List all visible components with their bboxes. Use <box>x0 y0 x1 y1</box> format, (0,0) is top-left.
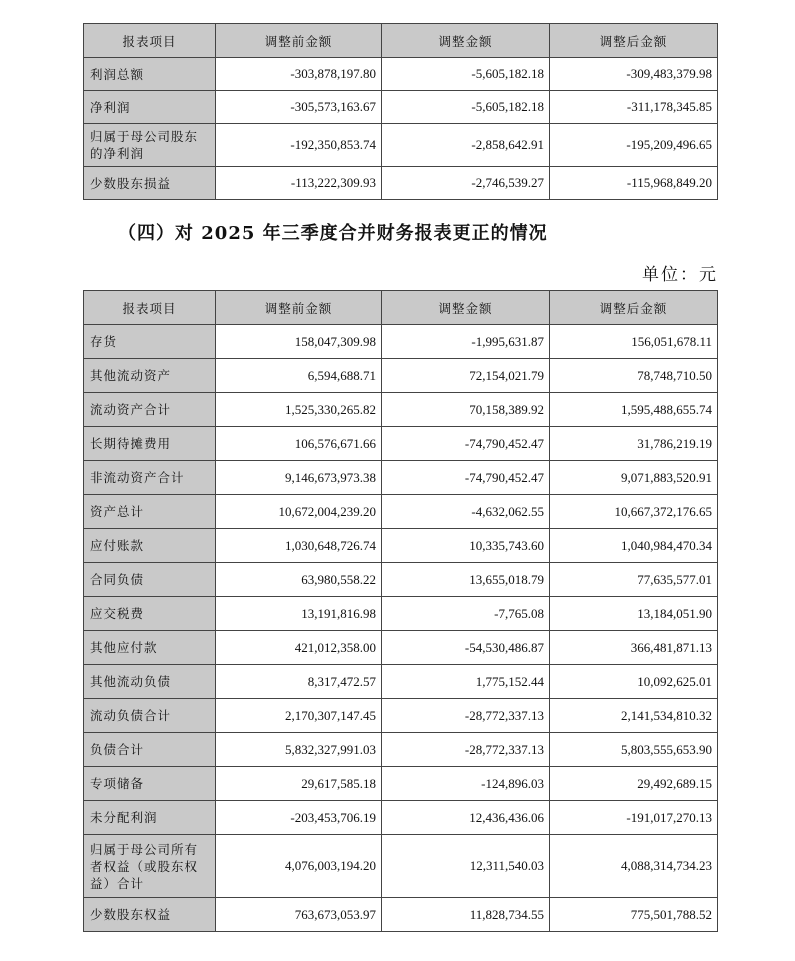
value-before: 6,594,688.71 <box>216 359 382 393</box>
value-before: 421,012,358.00 <box>216 631 382 665</box>
value-adjust: -54,530,486.87 <box>382 631 550 665</box>
value-before: 4,076,003,194.20 <box>216 835 382 898</box>
value-before: 2,170,307,147.45 <box>216 699 382 733</box>
table-row <box>84 597 718 631</box>
value-adjust: 1,775,152.44 <box>382 665 550 699</box>
row-label: 负债合计 <box>84 733 216 767</box>
value-after: 1,040,984,470.34 <box>550 529 718 563</box>
value-after: 4,088,314,734.23 <box>550 835 718 898</box>
table-row <box>84 167 718 200</box>
table-row <box>84 898 718 932</box>
value-after: 775,501,788.52 <box>550 898 718 932</box>
table-row <box>84 359 718 393</box>
table-row <box>84 325 718 359</box>
value-adjust: -28,772,337.13 <box>382 699 550 733</box>
value-adjust: -7,765.08 <box>382 597 550 631</box>
value-after: -195,209,496.65 <box>550 124 718 167</box>
row-label: 资产总计 <box>84 495 216 529</box>
value-after: 5,803,555,653.90 <box>550 733 718 767</box>
value-before: 10,672,004,239.20 <box>216 495 382 529</box>
table-row <box>84 835 718 898</box>
value-before: 158,047,309.98 <box>216 325 382 359</box>
value-adjust: -74,790,452.47 <box>382 427 550 461</box>
value-after: 13,184,051.90 <box>550 597 718 631</box>
value-adjust: 70,158,389.92 <box>382 393 550 427</box>
header-before: 调整前金额 <box>216 291 382 325</box>
value-before: -113,222,309.93 <box>216 167 382 200</box>
table-row <box>84 124 718 167</box>
row-label: 归属于母公司股东的净利润 <box>84 124 216 167</box>
value-adjust: 13,655,018.79 <box>382 563 550 597</box>
profit-adjustment-table <box>83 23 718 200</box>
row-label: 存货 <box>84 325 216 359</box>
value-after: -311,178,345.85 <box>550 91 718 124</box>
value-before: 1,030,648,726.74 <box>216 529 382 563</box>
table-row <box>84 393 718 427</box>
row-label: 未分配利润 <box>84 801 216 835</box>
table-row <box>84 733 718 767</box>
row-label: 流动负债合计 <box>84 699 216 733</box>
header-before: 调整前金额 <box>216 24 382 58</box>
value-before: -303,878,197.80 <box>216 58 382 91</box>
row-label: 合同负债 <box>84 563 216 597</box>
unit-label: 单位：元 <box>642 265 718 285</box>
header-item: 报表项目 <box>84 291 216 325</box>
value-after: 2,141,534,810.32 <box>550 699 718 733</box>
value-before: 5,832,327,991.03 <box>216 733 382 767</box>
value-adjust: 11,828,734.55 <box>382 898 550 932</box>
value-adjust: -4,632,062.55 <box>382 495 550 529</box>
value-after: 78,748,710.50 <box>550 359 718 393</box>
value-adjust: 12,436,436.06 <box>382 801 550 835</box>
value-after: 9,071,883,520.91 <box>550 461 718 495</box>
table-row <box>84 529 718 563</box>
value-adjust: 10,335,743.60 <box>382 529 550 563</box>
table-row <box>84 665 718 699</box>
row-label: 长期待摊费用 <box>84 427 216 461</box>
table-row <box>84 495 718 529</box>
value-before: 1,525,330,265.82 <box>216 393 382 427</box>
balance-adjustment-table <box>83 290 718 932</box>
section-heading: （四）对 2025 年三季度合并财务报表更正的情况 <box>118 223 548 244</box>
row-label: 其他应付款 <box>84 631 216 665</box>
value-adjust: 72,154,021.79 <box>382 359 550 393</box>
value-after: -309,483,379.98 <box>550 58 718 91</box>
table-header-row <box>84 24 718 58</box>
value-before: -203,453,706.19 <box>216 801 382 835</box>
value-before: 9,146,673,973.38 <box>216 461 382 495</box>
header-adjust: 调整金额 <box>382 24 550 58</box>
value-adjust: -5,605,182.18 <box>382 58 550 91</box>
value-adjust: 12,311,540.03 <box>382 835 550 898</box>
value-adjust: -1,995,631.87 <box>382 325 550 359</box>
table-row <box>84 461 718 495</box>
table-row <box>84 91 718 124</box>
value-after: 1,595,488,655.74 <box>550 393 718 427</box>
value-before: -192,350,853.74 <box>216 124 382 167</box>
table-header-row <box>84 291 718 325</box>
value-after: 10,092,625.01 <box>550 665 718 699</box>
table-row <box>84 801 718 835</box>
value-after: -115,968,849.20 <box>550 167 718 200</box>
value-adjust: -124,896.03 <box>382 767 550 801</box>
row-label: 净利润 <box>84 91 216 124</box>
row-label: 其他流动负债 <box>84 665 216 699</box>
value-adjust: -74,790,452.47 <box>382 461 550 495</box>
value-after: -191,017,270.13 <box>550 801 718 835</box>
row-label: 其他流动资产 <box>84 359 216 393</box>
value-adjust: -5,605,182.18 <box>382 91 550 124</box>
table-row <box>84 767 718 801</box>
value-before: 13,191,816.98 <box>216 597 382 631</box>
value-adjust: -2,746,539.27 <box>382 167 550 200</box>
table-row <box>84 699 718 733</box>
row-label: 少数股东权益 <box>84 898 216 932</box>
row-label: 非流动资产合计 <box>84 461 216 495</box>
header-after: 调整后金额 <box>550 24 718 58</box>
value-after: 366,481,871.13 <box>550 631 718 665</box>
value-before: 763,673,053.97 <box>216 898 382 932</box>
row-label: 流动资产合计 <box>84 393 216 427</box>
value-before: 8,317,472.57 <box>216 665 382 699</box>
row-label: 利润总额 <box>84 58 216 91</box>
row-label: 专项储备 <box>84 767 216 801</box>
value-before: 29,617,585.18 <box>216 767 382 801</box>
row-label: 少数股东损益 <box>84 167 216 200</box>
value-after: 10,667,372,176.65 <box>550 495 718 529</box>
value-after: 29,492,689.15 <box>550 767 718 801</box>
value-before: 106,576,671.66 <box>216 427 382 461</box>
table-row <box>84 563 718 597</box>
header-item: 报表项目 <box>84 24 216 58</box>
row-label: 应交税费 <box>84 597 216 631</box>
row-label: 归属于母公司所有者权益（或股东权益）合计 <box>84 835 216 898</box>
table-row <box>84 58 718 91</box>
header-adjust: 调整金额 <box>382 291 550 325</box>
value-after: 77,635,577.01 <box>550 563 718 597</box>
table-row <box>84 427 718 461</box>
value-before: -305,573,163.67 <box>216 91 382 124</box>
value-after: 31,786,219.19 <box>550 427 718 461</box>
header-after: 调整后金额 <box>550 291 718 325</box>
table-row <box>84 631 718 665</box>
value-after: 156,051,678.11 <box>550 325 718 359</box>
row-label: 应付账款 <box>84 529 216 563</box>
value-before: 63,980,558.22 <box>216 563 382 597</box>
value-adjust: -2,858,642.91 <box>382 124 550 167</box>
value-adjust: -28,772,337.13 <box>382 733 550 767</box>
